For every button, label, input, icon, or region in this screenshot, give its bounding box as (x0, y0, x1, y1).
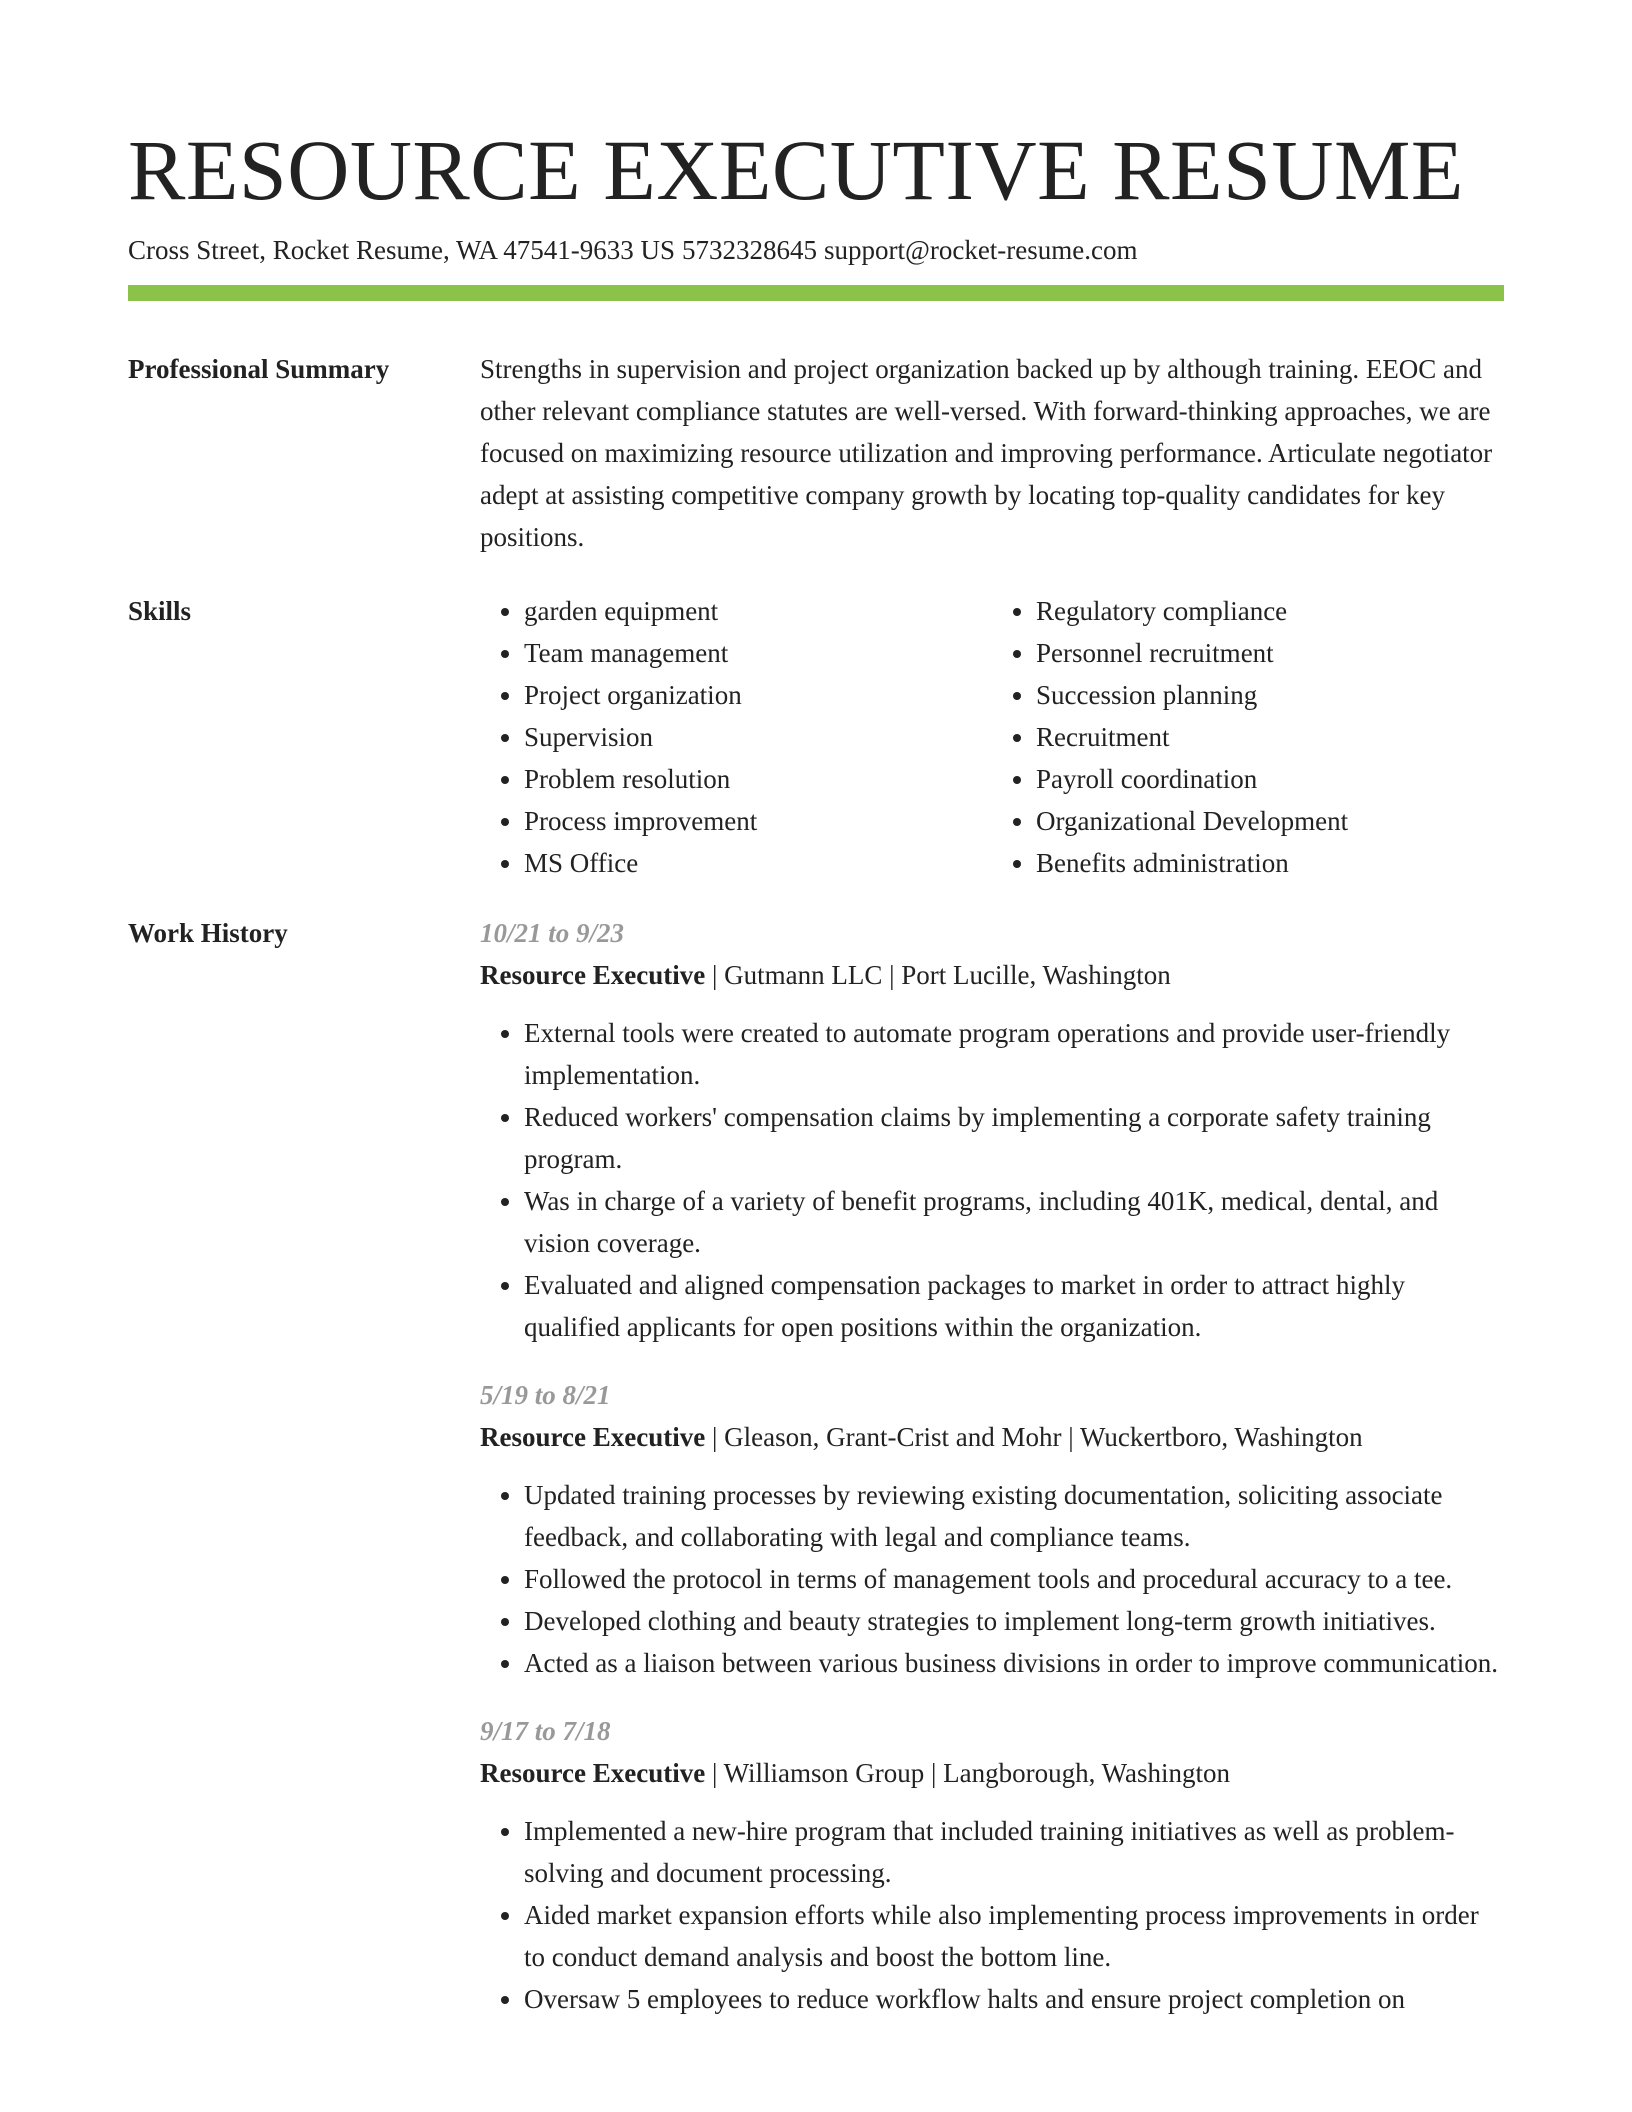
job-bullet: • External tools were created to automate program operations and provide user-friendly implementation. (524, 1012, 1504, 1096)
job-bullet: • Implemented a new-hire program that included training initiatives as well as problem-solving and document processing. (524, 1810, 1504, 1894)
job-bullet: • Followed the protocol in terms of management tools and procedural accuracy to a tee. (524, 1558, 1504, 1600)
job-entry (480, 1710, 1504, 2020)
work-history-body (480, 912, 1504, 2046)
summary-label: Professional Summary (128, 354, 390, 384)
job-bullet: • Updated training processes by reviewing existing documentation, soliciting associate feedback, and collaborating with legal and compliance teams. (524, 1474, 1504, 1558)
job-bullet: • Acted as a liaison between various business divisions in order to improve communication. (524, 1642, 1504, 1684)
work-history-label: Work History (128, 918, 288, 948)
job-entry (480, 1374, 1504, 1684)
skill-item: • Team management (524, 632, 992, 674)
job-bullets (480, 1012, 1504, 1348)
skills-body (480, 590, 1504, 884)
skill-item: • Process improvement (524, 800, 992, 842)
contact-line (128, 232, 1138, 268)
job-details: | Williamson Group | Langborough, Washington (705, 1758, 1230, 1788)
job-bullets (480, 1474, 1504, 1684)
summary-body (480, 348, 1504, 558)
job-bullet: • Aided market expansion efforts while also implementing process improvements in order to conduct demand analysis and boost the bottom line. (524, 1894, 1504, 1978)
job-dates: 10/21 to 9/23 (480, 918, 625, 948)
skill-item: • Recruitment (1036, 716, 1504, 758)
job-details: | Gleason, Grant-Crist and Mohr | Wuckertboro, Washington (705, 1422, 1363, 1452)
job-entry (480, 912, 1504, 1348)
skill-item: • Personnel recruitment (1036, 632, 1504, 674)
job-details: | Gutmann LLC | Port Lucille, Washington (705, 960, 1171, 990)
contact-email: support@rocket-resume.com (823, 235, 1138, 265)
job-bullet: • Oversaw 5 employees to reduce workflow halts and ensure project completion on (524, 1978, 1504, 2020)
skill-item: • Payroll coordination (1036, 758, 1504, 800)
skill-item: • Benefits administration (1036, 842, 1504, 884)
summary-text: Strengths in supervision and project organization backed up by although training. EEOC and other relevant compliance statutes are well-versed. With forward-thinking approaches, we are focused on maximizing resource utilization and improving performance. Articulate negotiator adept at assisting competitive company growth by locating top-quality candidates for key positions. (480, 354, 1493, 552)
job-dates: 9/17 to 7/18 (480, 1716, 611, 1746)
job-title: Resource Executive (480, 1422, 706, 1452)
job-bullets (480, 1810, 1504, 2020)
skills-column-right (992, 590, 1504, 884)
job-title: Resource Executive (480, 1758, 706, 1788)
job-heading (480, 1416, 1504, 1458)
skill-item: • Supervision (524, 716, 992, 758)
skills-label: Skills (128, 596, 192, 626)
skill-item: • Succession planning (1036, 674, 1504, 716)
job-heading (480, 954, 1504, 996)
job-title: Resource Executive (480, 960, 706, 990)
skill-item: • garden equipment (524, 590, 992, 632)
header-divider (128, 285, 1504, 301)
skill-item: • Project organization (524, 674, 992, 716)
job-bullet: • Developed clothing and beauty strategies to implement long-term growth initiatives. (524, 1600, 1504, 1642)
skill-item: • Organizational Development (1036, 800, 1504, 842)
job-dates: 5/19 to 8/21 (480, 1380, 611, 1410)
skills-columns (480, 590, 1504, 884)
resume-title: RESOURCE EXECUTIVE RESUME (128, 122, 1464, 218)
job-heading (480, 1752, 1504, 1794)
job-bullet: • Was in charge of a variety of benefit programs, including 401K, medical, dental, and vision coverage. (524, 1180, 1504, 1264)
skills-column-left (480, 590, 992, 884)
contact-phone: 5732328645 (681, 235, 817, 265)
skill-item: • Regulatory compliance (1036, 590, 1504, 632)
job-bullet: • Evaluated and aligned compensation packages to market in order to attract highly qualified applicants for open positions within the organization. (524, 1264, 1504, 1348)
job-bullet: • Reduced workers' compensation claims by implementing a corporate safety training program. (524, 1096, 1504, 1180)
skill-item: • Problem resolution (524, 758, 992, 800)
skill-item: • MS Office (524, 842, 992, 884)
contact-address: Cross Street, Rocket Resume, WA 47541-9633 US (128, 235, 675, 265)
